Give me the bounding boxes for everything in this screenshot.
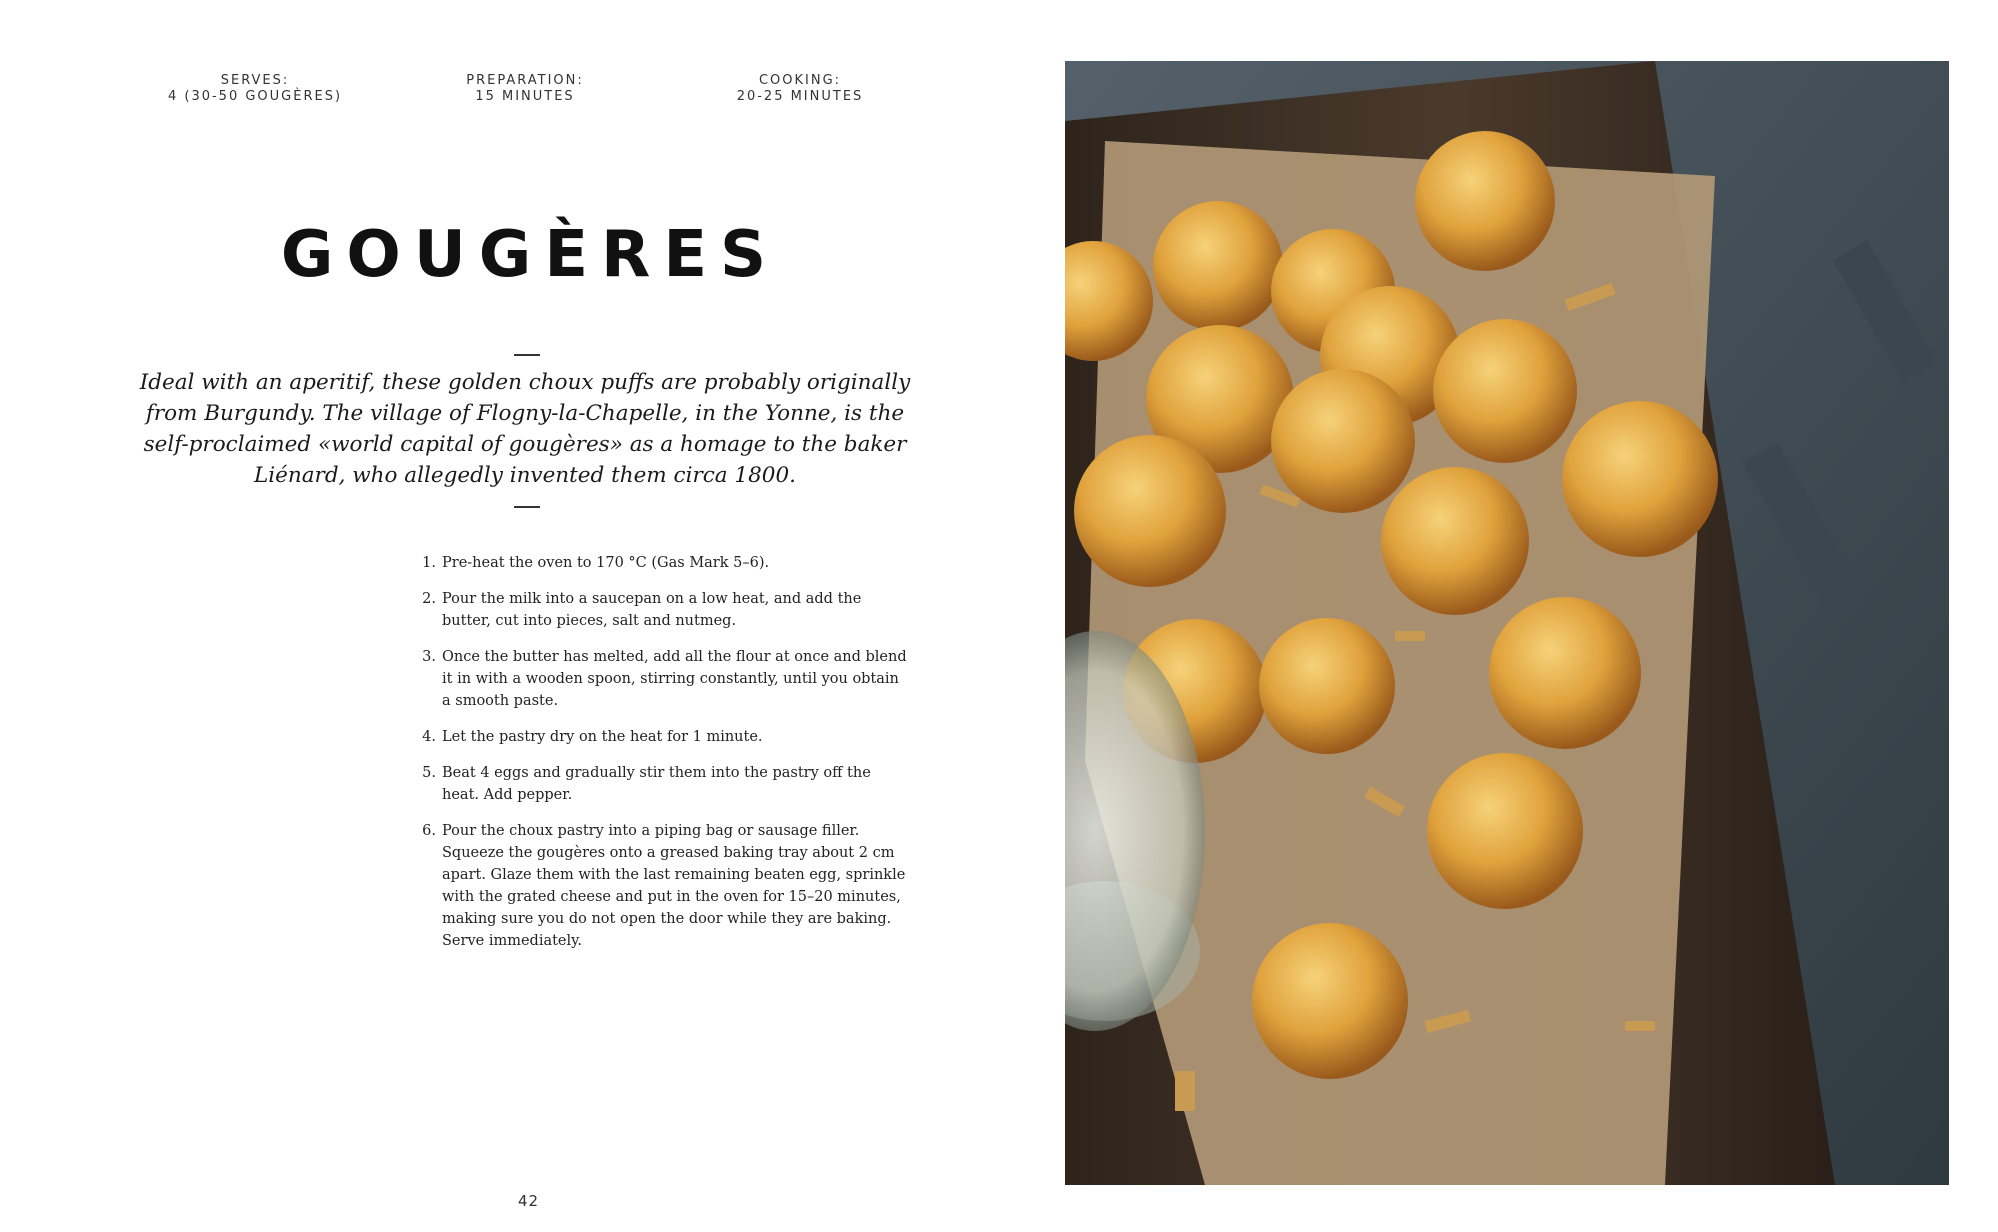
step-text: Beat 4 eggs and gradually stir them into the pastry off the heat. Add pepper. [442,765,871,803]
step-text: Let the pastry dry on the heat for 1 minute. [442,729,763,745]
preparation-label: PREPARATION: [466,73,584,88]
recipe-intro: Ideal with an aperitif, these golden choux puffs are probably originally from Burgundy. The village of Flogny-la-Chapelle, in the Yonne, is the self-proclaimed «world capital of gougères» as a homage to the baker Liénard, who allegedly invented them circa 1800. [139,370,911,488]
method-step [412,588,910,632]
serves-value: 4 (30-50 GOUGÈRES) [167,89,343,104]
preparation-value: 15 MINUTES [475,89,575,104]
method-step [412,726,910,748]
step-number: 6. [422,823,436,839]
gougere [1433,319,1577,463]
divider-top [514,354,540,356]
gougere [1562,401,1718,557]
method-step [412,762,910,806]
page-number: 42 [518,1192,540,1210]
photo-illustration [1065,61,1949,1185]
gougere [1271,369,1415,513]
step-number: 5. [422,765,436,781]
divider-bottom [514,506,540,508]
serves-info [150,73,360,105]
method-step [412,820,910,952]
gougere [1259,618,1395,754]
gougere [1489,597,1641,749]
step-number: 3. [422,649,436,665]
gougere [1252,923,1408,1079]
gougeres-photo [1065,61,1949,1185]
method-step [412,646,910,712]
cooking-value: 20-25 MINUTES [736,89,864,104]
cooking-label: COOKING: [758,73,842,88]
gougere [1415,131,1555,271]
step-number: 2. [422,591,436,607]
recipe-title: GOUGÈRES [280,218,780,292]
preparation-info [435,73,615,105]
serves-label: SERVES: [220,73,290,88]
cooking-info [710,73,890,105]
gougere [1381,467,1529,615]
step-number: 1. [422,555,436,571]
step-number: 4. [422,729,436,745]
step-text: Pour the milk into a saucepan on a low heat, and add the butter, cut into pieces, salt and nutmeg. [442,591,862,629]
step-text: Pour the choux pastry into a piping bag or sausage filler. Squeeze the gougères onto a greased baking tray about 2 cm apart. Glaze them with the last remaining beaten egg, sprinkle with the grated cheese and put in the oven for 15–20 minutes, making sure you do not open the door while they are baking. Serve immediately. [442,823,906,949]
gougere [1153,201,1283,331]
gougere [1074,435,1226,587]
method-step [412,552,910,574]
step-text: Pre-heat the oven to 170 °C (Gas Mark 5–6). [442,555,770,571]
gougere [1427,753,1583,909]
method-steps [412,552,910,966]
step-text: Once the butter has melted, add all the flour at once and blend it in with a wooden spoon, stirring constantly, until you obtain a smooth paste. [442,649,907,709]
